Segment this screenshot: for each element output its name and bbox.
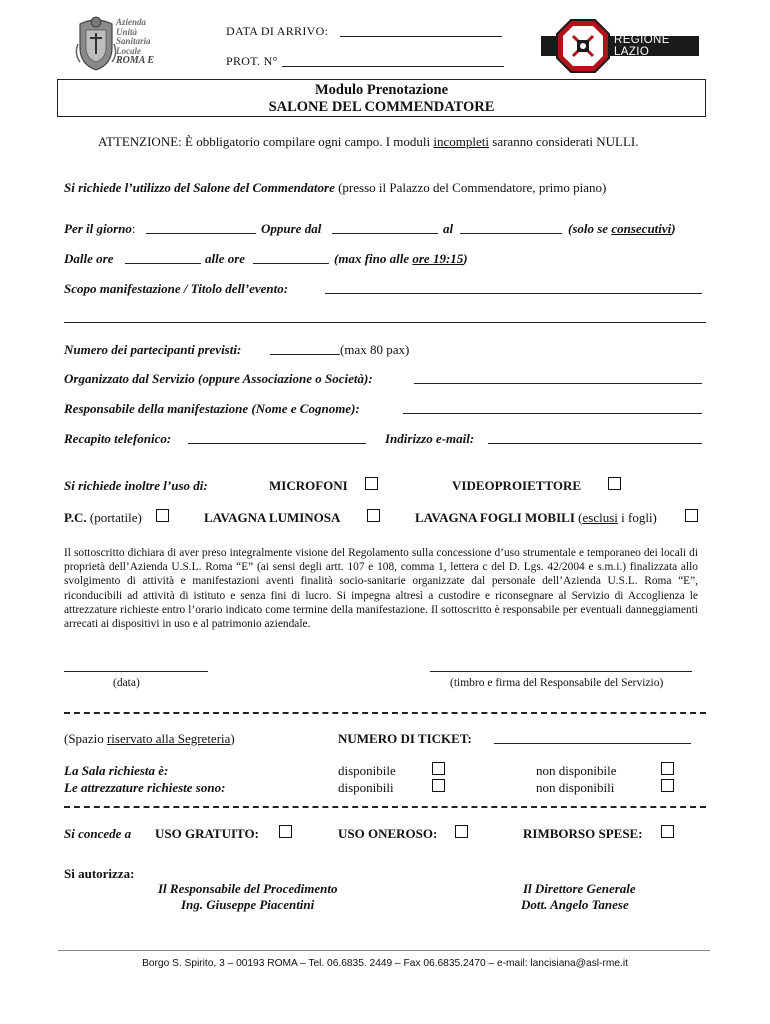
uso-gratuito-label: USO GRATUITO: bbox=[155, 826, 259, 841]
sala-non-disponibile-checkbox[interactable] bbox=[661, 762, 674, 775]
form-title-box bbox=[57, 79, 706, 117]
microfoni-checkbox[interactable] bbox=[365, 477, 378, 490]
request-statement bbox=[64, 180, 606, 196]
segreteria-underlined: riservato alla Segreteria bbox=[106, 731, 231, 746]
segreteria-post: ) bbox=[230, 731, 235, 746]
logo-text-line: Unità bbox=[116, 26, 138, 37]
per-il-giorno-field[interactable] bbox=[146, 233, 256, 234]
segreteria-pre: (Spazio bbox=[64, 731, 107, 746]
pc-label bbox=[64, 510, 142, 526]
date-signature-label: (data) bbox=[113, 677, 140, 689]
email-field[interactable] bbox=[488, 443, 702, 444]
concessione-label: Si concede a bbox=[64, 826, 132, 841]
max-orario-underlined: ore 19:15 bbox=[412, 251, 464, 266]
ticket-label: NUMERO DI TICKET: bbox=[338, 731, 472, 746]
al-label: al bbox=[443, 221, 454, 236]
solo-se-underlined: consecutivi bbox=[611, 221, 672, 236]
solo-se-consecutivi-note bbox=[568, 221, 676, 237]
alle-ore-field[interactable] bbox=[253, 263, 329, 264]
uso-oneroso-checkbox[interactable] bbox=[455, 825, 468, 838]
form-title-line1: Modulo Prenotazione bbox=[314, 82, 449, 98]
lavagna-fogli-label bbox=[415, 510, 657, 526]
pc-text: P.C. bbox=[64, 510, 87, 525]
dalle-ore-label: Dalle ore bbox=[64, 251, 114, 266]
solo-se-post: ) bbox=[671, 221, 676, 236]
responsabile-procedimento-title: Il Responsabile del Procedimento bbox=[158, 881, 338, 896]
max-orario-pre: (max fino alle bbox=[334, 251, 413, 266]
lavagna-fogli-text: LAVAGNA FOGLI MOBILI bbox=[415, 510, 575, 525]
scopo-label: Scopo manifestazione / Titolo dell’evento: bbox=[64, 281, 289, 296]
lavagna-luminosa-checkbox[interactable] bbox=[367, 509, 380, 522]
separator-dashed bbox=[64, 806, 706, 808]
responsabile-field[interactable] bbox=[403, 413, 702, 414]
lavagna-fogli-note-underlined: esclusi bbox=[582, 510, 618, 525]
warning-text-underlined: incompleti bbox=[433, 134, 490, 149]
protocol-number-field[interactable] bbox=[282, 66, 504, 67]
lavagna-luminosa-label: LAVAGNA LUMINOSA bbox=[204, 510, 341, 525]
ticket-field[interactable] bbox=[494, 743, 691, 744]
lavagna-fogli-note-post: i fogli) bbox=[617, 510, 657, 525]
attrezzature-non-disponibili-checkbox[interactable] bbox=[661, 779, 674, 792]
oppure-dal-field[interactable] bbox=[332, 233, 438, 234]
uso-gratuito-checkbox[interactable] bbox=[279, 825, 292, 838]
warning-text bbox=[98, 134, 638, 150]
regione-lazio-logo bbox=[541, 20, 711, 74]
lazio-emblem-icon bbox=[555, 18, 611, 74]
separator-dashed bbox=[64, 712, 706, 714]
scopo-field[interactable] bbox=[325, 293, 702, 294]
responsabile-procedimento-name: Ing. Giuseppe Piacentini bbox=[181, 897, 315, 912]
partecipanti-label: Numero dei partecipanti previsti: bbox=[64, 342, 242, 357]
sala-disponibile-checkbox[interactable] bbox=[432, 762, 445, 775]
rimborso-spese-label: RIMBORSO SPESE: bbox=[523, 826, 643, 841]
regione-text: REGIONE bbox=[614, 34, 670, 46]
request-statement-bold: Si richiede l’utilizzo del Salone del Commendatore bbox=[64, 180, 335, 195]
date-signature-field[interactable] bbox=[64, 671, 208, 672]
logo-text-line: Azienda bbox=[116, 17, 147, 27]
stamp-signature-field[interactable] bbox=[430, 671, 692, 672]
per-il-giorno-label bbox=[64, 221, 136, 237]
organizzato-label: Organizzato dal Servizio (oppure Associazione o Società): bbox=[64, 371, 373, 386]
al-field[interactable] bbox=[460, 233, 562, 234]
attrezzature-disponibili-checkbox[interactable] bbox=[432, 779, 445, 792]
scopo-field-continued[interactable] bbox=[64, 322, 706, 323]
recapito-label: Recapito telefonico: bbox=[64, 431, 172, 446]
videoproiettore-checkbox[interactable] bbox=[608, 477, 621, 490]
uso-label: Si richiede inoltre l’uso di: bbox=[64, 478, 208, 493]
logo-text-line: ROMA E bbox=[116, 55, 155, 66]
partecipanti-row bbox=[64, 342, 241, 358]
sala-label: La Sala richiesta è: bbox=[64, 763, 169, 778]
rimborso-spese-checkbox[interactable] bbox=[661, 825, 674, 838]
oppure-dal-label: Oppure dal bbox=[261, 221, 322, 236]
logo-text-line: Locale bbox=[116, 45, 141, 56]
declaration-paragraph: Il sottoscritto dichiara di aver preso integralmente visione del Regolamento sulla concessione d’uso strumentale e temporaneo dei locali di proprietà dell’Azienda U.S.L. Roma “E” (ai sensi degli artt. 107 e 108, comma 1, lettera c del D. Lgs. 42/2004 e s.m.i.) finalizzata allo svolgimento di attività e manifestazioni aventi finalità socio-sanitarie organizzate dal personale dell’Azienda U.S.L. Roma “E”, riconducibili ad attività di istituto e senza fini di lucro. Si impegna altresì a custodire e riconsegnare al Servizio di Accoglienza le attrezzature richieste entro l’orario indicato come termine della manifestazione. Il sottoscritto è responsabile per eventuali danneggiamenti arrecati ai dispositivi in uso e al patrimonio aziendale. bbox=[64, 547, 698, 631]
pc-note: (portatile) bbox=[86, 510, 142, 525]
date-of-arrival-label: DATA DI ARRIVO: bbox=[226, 24, 329, 38]
alle-ore-label: alle ore bbox=[205, 251, 246, 266]
microfoni-label: MICROFONI bbox=[269, 478, 348, 493]
partecipanti-field[interactable] bbox=[270, 354, 340, 355]
per-il-giorno-text: Per il giorno bbox=[64, 221, 132, 236]
partecipanti-note: (max 80 pax) bbox=[340, 342, 410, 357]
solo-se-pre: (solo se bbox=[568, 221, 612, 236]
attrezzature-non-disponibili-label: non disponibili bbox=[536, 780, 615, 795]
warning-text-post: saranno considerati NULLI. bbox=[489, 134, 639, 149]
videoproiettore-label: VIDEOPROIETTORE bbox=[452, 478, 582, 493]
pc-checkbox[interactable] bbox=[156, 509, 169, 522]
per-il-giorno-colon: : bbox=[131, 221, 136, 236]
attrezzature-label: Le attrezzature richieste sono: bbox=[64, 780, 226, 795]
direttore-generale-name: Dott. Angelo Tanese bbox=[521, 897, 629, 912]
responsabile-label: Responsabile della manifestazione (Nome e Cognome): bbox=[64, 401, 360, 416]
attrezzature-disponibili-label: disponibili bbox=[338, 780, 394, 795]
coat-of-arms-icon bbox=[72, 14, 120, 72]
footer-address: Borgo S. Spirito, 3 – 00193 ROMA – Tel. 06.6835. 2449 – Fax 06.6835.2470 – e-mail: lancisiana@asl-rme.it bbox=[142, 958, 628, 969]
email-label: Indirizzo e-mail: bbox=[385, 431, 475, 446]
max-orario-note bbox=[334, 251, 468, 267]
request-statement-note: (presso il Palazzo del Commendatore, primo piano) bbox=[334, 180, 607, 195]
max-orario-post: ) bbox=[463, 251, 468, 266]
protocol-number-label: PROT. N° bbox=[226, 54, 278, 68]
logo-text-line: Sanitaria bbox=[116, 36, 151, 46]
segreteria-note bbox=[64, 731, 235, 747]
organizzato-field[interactable] bbox=[414, 383, 702, 384]
asl-roma-e-logo bbox=[72, 14, 182, 74]
form-title-line2: SALONE DEL COMMENDATORE bbox=[268, 99, 495, 115]
uso-oneroso-label: USO ONEROSO: bbox=[338, 826, 438, 841]
direttore-generale-title: Il Direttore Generale bbox=[523, 881, 636, 896]
dalle-ore-field[interactable] bbox=[125, 263, 201, 264]
lazio-text: LAZIO bbox=[614, 46, 650, 58]
footer-divider bbox=[58, 950, 710, 951]
lavagna-fogli-note-pre: ( bbox=[574, 510, 583, 525]
autorizza-label: Si autorizza: bbox=[64, 866, 135, 881]
date-of-arrival-field[interactable] bbox=[340, 36, 502, 37]
stamp-signature-label: (timbro e firma del Responsabile del Servizio) bbox=[450, 677, 664, 689]
sala-non-disponibile-label: non disponibile bbox=[536, 763, 617, 778]
lavagna-fogli-checkbox[interactable] bbox=[685, 509, 698, 522]
recapito-field[interactable] bbox=[188, 443, 366, 444]
sala-disponibile-label: disponibile bbox=[338, 763, 396, 778]
warning-text-pre: ATTENZIONE: È obbligatorio compilare ogni campo. I moduli bbox=[98, 134, 434, 149]
